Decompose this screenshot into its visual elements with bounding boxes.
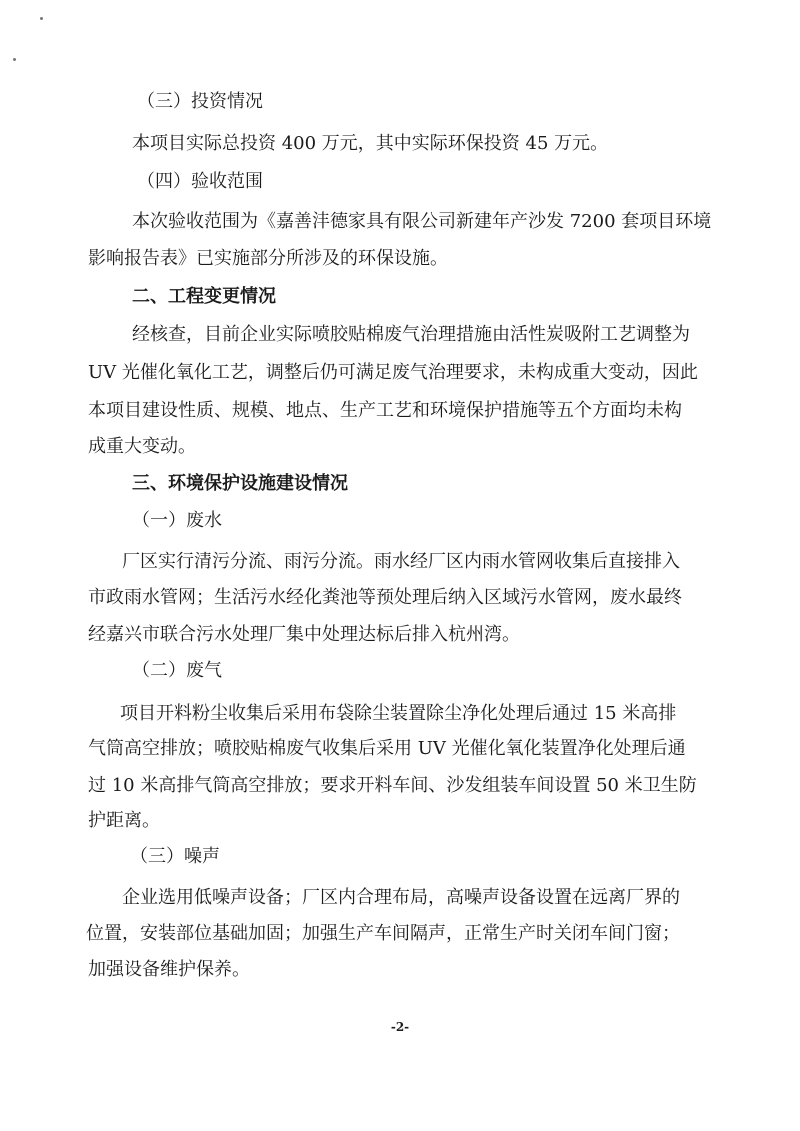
paragraph-line: 市政雨水管网；生活污水经化粪池等预处理后纳入区域污水管网，废水最终 xyxy=(88,587,682,608)
scan-speck xyxy=(13,58,16,61)
paragraph-line: 影响报告表》已实施部分所涉及的环保设施。 xyxy=(88,248,448,269)
paragraph-line: 经核查，目前企业实际喷胶贴棉废气治理措施由活性炭吸附工艺调整为 xyxy=(132,324,690,345)
paragraph-line: 本项目实际总投资 400 万元，其中实际环保投资 45 万元。 xyxy=(132,133,609,154)
paragraph-line: 气筒高空排放；喷胶贴棉废气收集后采用 UV 光催化氧化装置净化处理后通 xyxy=(88,738,686,759)
section-heading-noise: （三）噪声 xyxy=(130,846,220,867)
paragraph-line: 位置，安装部位基础加固；加强生产车间隔声，正常生产时关闭车间门窗； xyxy=(86,923,680,944)
paragraph-line: 企业选用低噪声设备；厂区内合理布局，高噪声设备设置在远离厂界的 xyxy=(122,887,680,908)
paragraph-line: 成重大变动。 xyxy=(88,436,196,457)
scan-speck xyxy=(40,17,43,20)
section-heading-changes: 二、工程变更情况 xyxy=(132,286,276,307)
paragraph-line: 护距离。 xyxy=(88,810,160,831)
section-heading-scope: （四）验收范围 xyxy=(137,171,263,192)
paragraph-line: 经嘉兴市联合污水处理厂集中处理达标后排入杭州湾。 xyxy=(88,624,520,645)
section-heading-wastewater: （一）废水 xyxy=(132,510,222,531)
section-heading-facilities: 三、环境保护设施建设情况 xyxy=(132,473,348,494)
paragraph-line: 项目开料粉尘收集后采用布袋除尘装置除尘净化处理后通过 15 米高排 xyxy=(120,703,677,724)
section-heading-investment: （三）投资情况 xyxy=(137,91,263,112)
paragraph-line: 本次验收范围为《嘉善沣德家具有限公司新建年产沙发 7200 套项目环境 xyxy=(132,211,712,232)
paragraph-line: 本项目建设性质、规模、地点、生产工艺和环境保护措施等五个方面均未构 xyxy=(88,400,682,421)
paragraph-line: 厂区实行清污分流、雨污分流。雨水经厂区内雨水管网收集后直接排入 xyxy=(122,551,680,572)
paragraph-line: UV 光催化氧化工艺，调整后仍可满足废气治理要求，未构成重大变动，因此 xyxy=(88,362,698,383)
paragraph-line: 过 10 米高排气筒高空排放；要求开料车间、沙发组装车间设置 50 米卫生防 xyxy=(88,775,697,796)
section-heading-exhaust: （二）废气 xyxy=(132,660,222,681)
page-number: -2- xyxy=(390,1020,410,1034)
paragraph-line: 加强设备维护保养。 xyxy=(88,959,250,980)
